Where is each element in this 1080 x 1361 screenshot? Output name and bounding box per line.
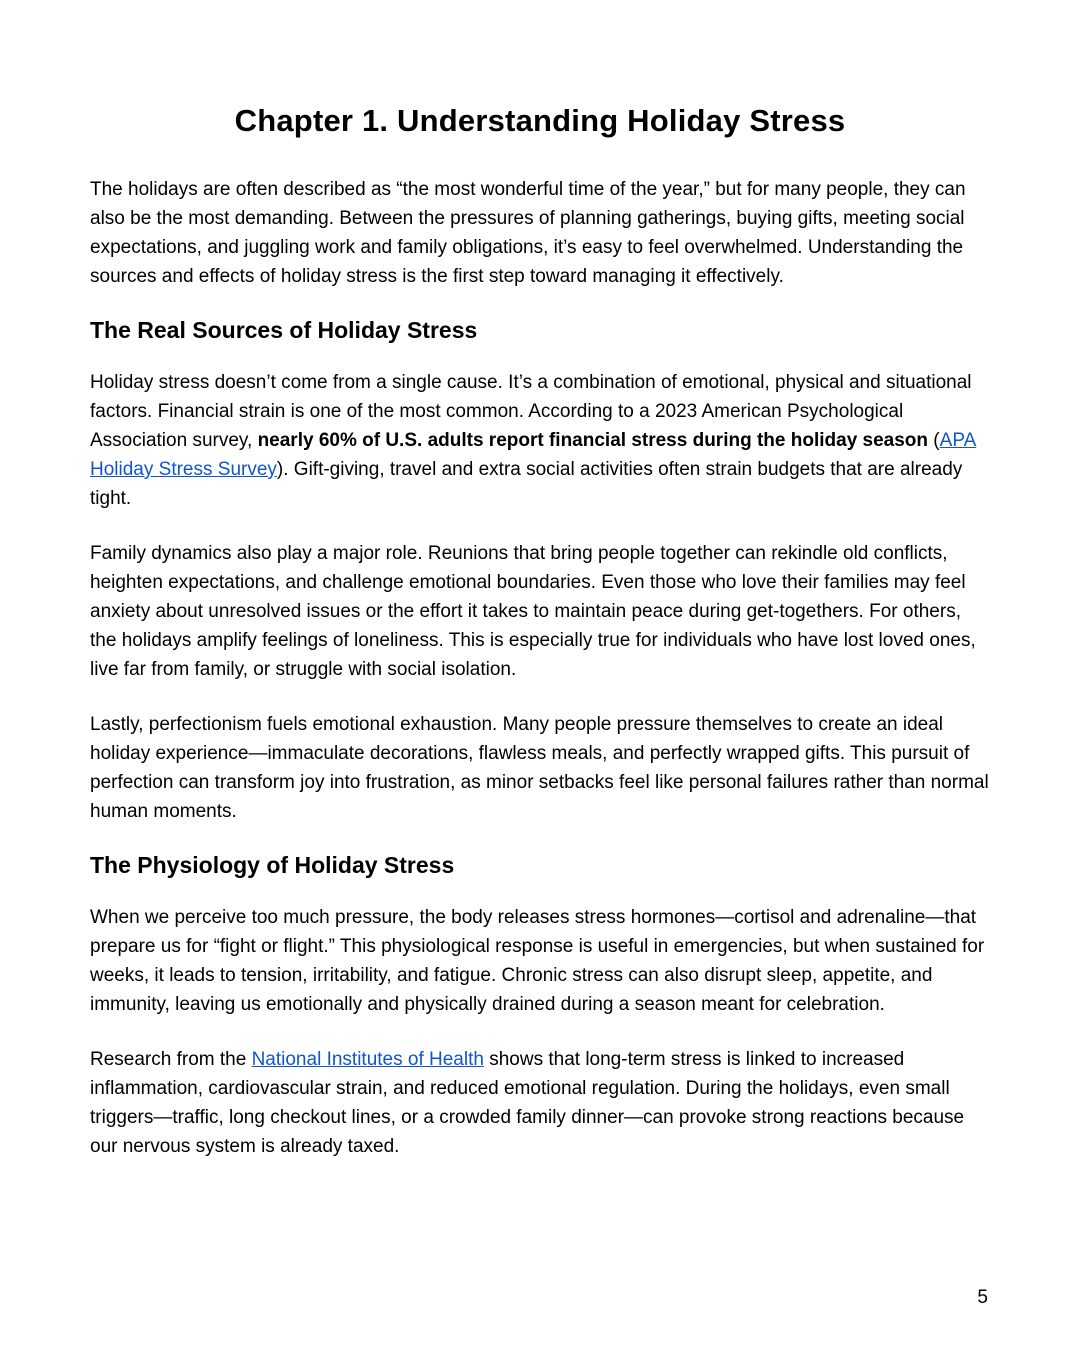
paragraph-family-dynamics [90, 539, 990, 684]
text-run: shows that long-term stress is linked to increased inflammation, cardiovascular strain, and reduced emotional regulation. During the holidays, even small triggers—traffic, long checkout lines, or a crowded family dinner—can provoke strong reactions because our nervous system is already taxed. [90, 1049, 965, 1157]
text-run: Holiday stress doesn’t come from a single cause. It’s a combination of emotional, physical and situational factors. Financial strain is one of the most common. According to a 2023 American Psychological Association survey, [90, 372, 972, 451]
text-run: When we perceive too much pressure, the body releases stress hormones—cortisol and adrenaline—that prepare us for “fight or flight.” This physiological response is useful in emergencies, but when sustained for weeks, it leads to tension, irritability, and fatigue. Chronic stress can also disrupt sleep, appetite, and immunity, leaving us emotionally and physically drained during a season meant for celebration. [90, 907, 985, 1015]
text-link[interactable]: APA Holiday Stress Survey [90, 430, 977, 480]
intro-paragraph [90, 175, 990, 291]
paragraph-perfectionism [90, 710, 990, 826]
text-run: ). Gift-giving, travel and extra social activities often strain budgets that are already tight. [90, 459, 963, 509]
text-run: Lastly, perfectionism fuels emotional exhaustion. Many people pressure themselves to create an ideal holiday experience—immaculate decorations, flawless meals, and perfectly wrapped gifts. This pursuit of perfection can transform joy into frustration, as minor setbacks feel like personal failures rather than normal human moments. [90, 714, 989, 822]
page-number: 5 [977, 1287, 988, 1308]
text-run: The holidays are often described as “the most wonderful time of the year,” but for many people, they can also be the most demanding. Between the pressures of planning gatherings, buying gifts, meeting social expectations, and juggling work and family obligations, it’s easy to feel overwhelmed. Understanding the sources and effects of holiday stress is the first step toward managing it effectively. [90, 179, 966, 287]
bold-text: nearly 60% of U.S. adults report financial stress during the holiday season [257, 430, 929, 451]
text-run: Family dynamics also play a major role. Reunions that bring people together can rekindle old conflicts, heighten expectations, and challenge emotional boundaries. Even those who love their families may feel anxiety about unresolved issues or the effort it takes to maintain peace during get-togethers. For others, the holidays amplify feelings of loneliness. This is especially true for individuals who have lost loved ones, live far from family, or struggle with social isolation. [90, 543, 976, 680]
section-heading-real-sources: The Real Sources of Holiday Stress [90, 317, 478, 343]
paragraph-stress-hormones [90, 903, 990, 1019]
paragraph-financial-strain [90, 368, 990, 513]
section-heading-physiology: The Physiology of Holiday Stress [90, 852, 455, 878]
text-link[interactable]: National Institutes of Health [251, 1049, 484, 1070]
text-run: ( [928, 430, 940, 451]
text-run: Research from the [90, 1049, 252, 1070]
chapter-title: Chapter 1. Understanding Holiday Stress [234, 103, 846, 138]
paragraph-nih-research [90, 1045, 990, 1161]
